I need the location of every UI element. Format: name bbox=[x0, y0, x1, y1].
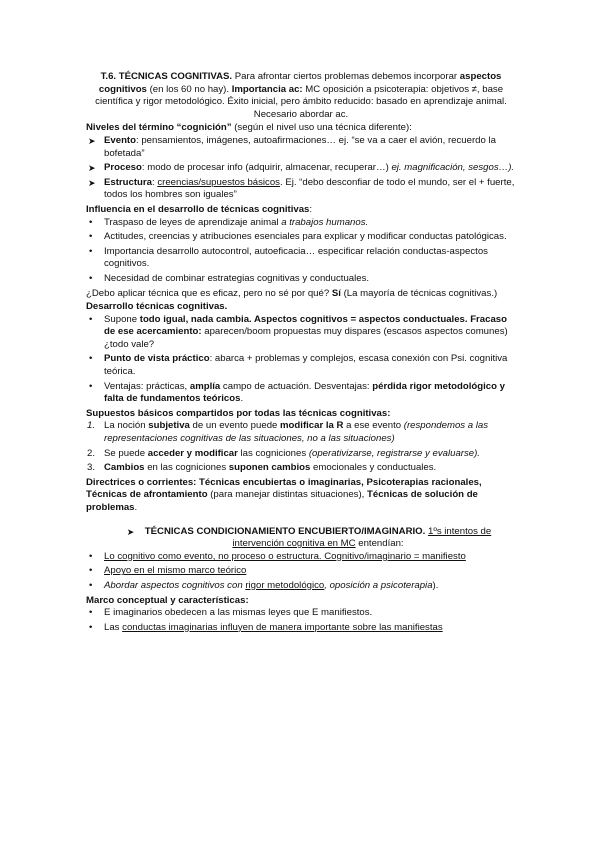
item-text: : abarca + problemas y complejos, escasa conexión con Psi. cognitiva teórica. bbox=[104, 353, 508, 378]
item-text: Importancia desarrollo autocontrol, autoeficacia… especificar relación conductas-aspectos cognitivos. bbox=[104, 245, 488, 270]
section-gap bbox=[86, 515, 516, 526]
question-paragraph bbox=[86, 288, 516, 301]
item-bold: Cambios bbox=[104, 462, 145, 474]
list-item bbox=[86, 448, 516, 461]
item-italic: (operativizarse, registrarse y evaluarse). bbox=[308, 447, 480, 459]
encubierto-list bbox=[86, 551, 516, 593]
item-text: en las cogniciones bbox=[144, 462, 229, 474]
directrices-text: (para manejar distintas situaciones), bbox=[207, 489, 367, 501]
intro-text: MC oposición a psicoterapia: objetivos ≠, base científica y rigor metodológico. Éxito inicial, pero ámbito reducido: basado en aprendizaje animal. Necesario abordar ac. bbox=[95, 83, 507, 120]
item-bold: amplía bbox=[189, 380, 221, 392]
directrices-paragraph bbox=[86, 477, 516, 515]
term-text: . Ej. “debo desconfiar de todo el mundo, ser el + fuerte, todos los hombres son iguales” bbox=[104, 176, 515, 201]
intro-text: (en los 60 no hay). bbox=[146, 83, 232, 95]
item-italic: (respondemos a las representaciones cognitivas de las situaciones, no a las situaciones) bbox=[104, 420, 489, 445]
item-text: . bbox=[240, 393, 244, 405]
item-text: E imaginarios obedecen a las mismas leyes que E manifiestos. bbox=[104, 607, 373, 619]
term-example: ej. magnificación, sesgos…). bbox=[391, 162, 515, 174]
heading-note: : bbox=[309, 203, 313, 215]
list-item bbox=[86, 273, 516, 286]
item-text: Se puede bbox=[104, 447, 148, 459]
item-underlined: conductas imaginarias influyen de manera importante sobre las manifiestas bbox=[122, 621, 443, 633]
answer-note: (La mayoría de técnicas cognitivas.) bbox=[340, 287, 498, 299]
marco-heading bbox=[86, 595, 516, 608]
term-text: : modo de procesar info (adquirir, almacenar, recuperar…) bbox=[141, 162, 392, 174]
item-bold: suponen cambios bbox=[228, 462, 311, 474]
item-bold: todo igual, nada cambia. Aspectos cognitivos = aspectos conductuales. Fracaso de ese acercamiento: bbox=[104, 313, 507, 338]
item-underlined: Apoyo en el mismo marco teórico bbox=[104, 565, 247, 577]
question-text: ¿Debo aplicar técnica que es eficaz, pero no sé por qué? bbox=[86, 287, 332, 299]
desarrollo-heading bbox=[86, 301, 516, 314]
item-text: las cogniciones bbox=[237, 447, 309, 459]
term-underlined: creencias/supuestos básicos bbox=[157, 176, 280, 188]
item-text: Supone bbox=[104, 313, 140, 325]
marco-list bbox=[86, 607, 516, 634]
list-item bbox=[86, 580, 516, 593]
item-text: Las bbox=[104, 621, 123, 633]
directrices-bold: Directrices o corrientes: Técnicas encubiertas o imaginarias, Psicoterapias racionales, Técnicas de afrontamiento bbox=[86, 476, 482, 501]
item-text: emocionales y conductuales. bbox=[310, 462, 437, 474]
item-italic: Abordar aspectos cognitivos con bbox=[104, 579, 246, 591]
section-heading: Supuestos básicos compartidos por todas las técnicas cognitivas: bbox=[86, 407, 391, 419]
term-text: : pensamientos, imágenes, autoafirmaciones… ej. “se va a caer el avión, recuerdo la bofetada” bbox=[104, 134, 496, 159]
influencia-list bbox=[86, 217, 516, 286]
item-text: ). bbox=[432, 579, 439, 591]
item-text: campo de actuación. Desventajas: bbox=[220, 380, 373, 392]
item-italic: , oposición a psicoterapia bbox=[324, 579, 433, 591]
section-heading: Marco conceptual y características: bbox=[86, 594, 249, 606]
item-underlined: Lo cognitivo como evento, no proceso o estructura. Cognitivo/imaginario = manifiesto bbox=[104, 550, 466, 562]
heading-note: (según el nivel uso una técnica diferente): bbox=[231, 122, 412, 134]
term-text: : bbox=[151, 176, 158, 188]
document-body bbox=[86, 71, 516, 636]
list-item bbox=[86, 607, 516, 620]
item-number: 2. bbox=[87, 447, 96, 459]
list-item bbox=[86, 231, 516, 244]
item-text: Necesidad de combinar estrategias cognitivas y conductuales. bbox=[104, 272, 370, 284]
list-item bbox=[86, 353, 516, 378]
list-item bbox=[86, 420, 516, 445]
item-text: a ese evento bbox=[343, 420, 404, 432]
supuestos-heading bbox=[86, 408, 516, 421]
list-item-estructura bbox=[86, 177, 516, 202]
supuestos-list bbox=[86, 420, 516, 474]
list-item-evento bbox=[86, 135, 516, 160]
heading-note: entendían: bbox=[355, 538, 404, 550]
item-text: aparecen/boom propuestas muy dispares (escasos aspectos comunes) ¿todo vale? bbox=[104, 326, 508, 350]
item-italic: a trabajos humanos. bbox=[281, 216, 369, 228]
item-text: de un evento puede bbox=[189, 420, 281, 432]
list-item bbox=[86, 314, 516, 352]
section-heading: TÉCNICAS CONDICIONAMIENTO ENCUBIERTO/IMAGINARIO. bbox=[144, 525, 426, 537]
encubierto-heading bbox=[86, 526, 516, 551]
item-text: Actitudes, creencias y atribuciones esenciales para explicar y modificar conductas patológicas. bbox=[104, 231, 507, 243]
intro-bold: Importancia ac: bbox=[231, 83, 303, 95]
list-item bbox=[86, 565, 516, 578]
section-heading: Desarrollo técnicas cognitivas. bbox=[86, 301, 228, 313]
topic-title: T.6. TÉCNICAS COGNITIVAS. bbox=[100, 71, 233, 82]
list-item bbox=[86, 462, 516, 475]
section-heading: Niveles del término “cognición” bbox=[86, 122, 232, 134]
arrow-bullet-icon: ➤ bbox=[126, 526, 135, 537]
item-text: Ventajas: prácticas, bbox=[104, 380, 190, 392]
item-text: Traspaso de leyes de aprendizaje animal bbox=[104, 216, 282, 228]
list-item bbox=[86, 246, 516, 271]
section-heading: Influencia en el desarrollo de técnicas cognitivas bbox=[86, 203, 310, 215]
list-item bbox=[86, 217, 516, 230]
intro-paragraph bbox=[86, 71, 516, 121]
answer-bold: Sí bbox=[331, 287, 341, 299]
item-bold: Punto de vista práctico bbox=[104, 353, 210, 365]
list-item bbox=[86, 381, 516, 406]
heading-underlined: 1ºs intentos de intervención cognitiva en MC bbox=[232, 525, 492, 550]
niveles-heading bbox=[86, 122, 516, 135]
directrices-bold: Técnicas de solución de problemas bbox=[86, 489, 478, 513]
item-bold: pérdida rigor metodológico y falta de fundamentos teóricos bbox=[104, 380, 505, 405]
list-item-proceso bbox=[86, 162, 516, 175]
item-bold: acceder y modificar bbox=[147, 447, 238, 459]
intro-text: Para afrontar ciertos problemas debemos incorporar bbox=[232, 71, 460, 82]
desarrollo-list bbox=[86, 314, 516, 406]
list-item bbox=[86, 551, 516, 564]
term-label: Proceso bbox=[104, 162, 142, 174]
term-label: Evento bbox=[104, 134, 136, 146]
influencia-heading bbox=[86, 204, 516, 217]
item-underlined: rigor metodológico bbox=[245, 579, 325, 591]
list-item bbox=[86, 622, 516, 635]
directrices-text: . bbox=[134, 502, 138, 513]
term-label: Estructura bbox=[104, 176, 152, 188]
intro-bold: aspectos cognitivos bbox=[98, 71, 502, 95]
item-number: 1. bbox=[87, 420, 96, 432]
item-text: La noción bbox=[104, 420, 149, 432]
niveles-list bbox=[86, 135, 516, 202]
item-bold: subjetiva bbox=[148, 420, 190, 432]
item-number: 3. bbox=[87, 462, 96, 474]
item-bold: modificar la R bbox=[280, 420, 344, 432]
